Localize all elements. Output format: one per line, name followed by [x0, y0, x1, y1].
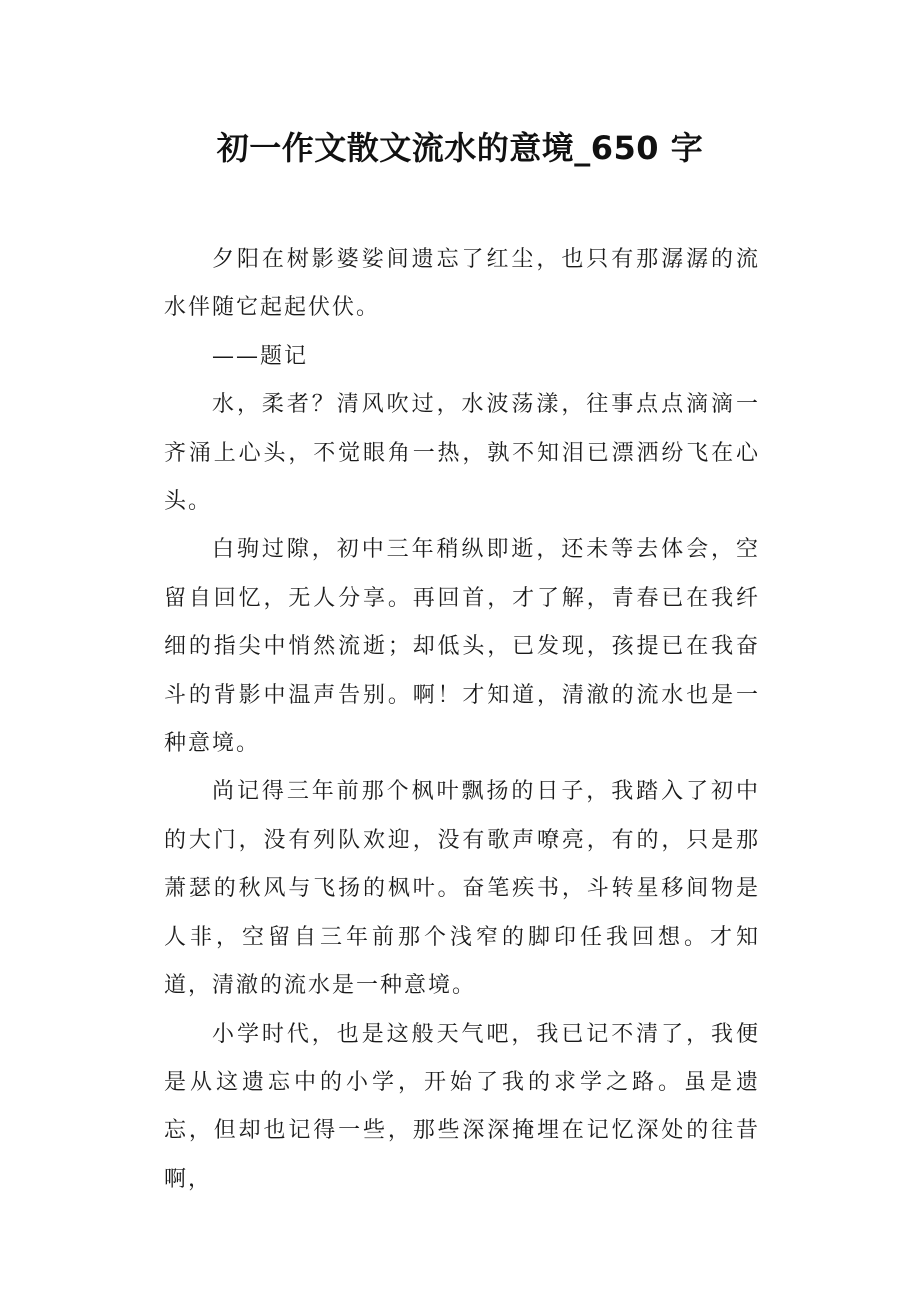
- paragraph-5: 小学时代，也是这般天气吧，我已记不清了，我便是从这遗忘中的小学，开始了我的求学之路。虽是遗忘，但却也记得一些，那些深深掩埋在记忆深处的往昔啊，: [164, 1021, 760, 1192]
- paragraph-epigraph-note: ——题记: [212, 343, 309, 369]
- paragraph-3: 白驹过隙，初中三年稍纵即逝，还未等去体会，空留自回忆，无人分享。再回首，才了解，青春已在我纤细的指尖中悄然流逝；却低头，已发现，孩提已在我奋斗的背影中温声告别。啊！才知道，清澈的流水也是一种意境。: [164, 537, 760, 757]
- paragraph-4: 尚记得三年前那个枫叶飘扬的日子，我踏入了初中的大门，没有列队欢迎，没有歌声嘹亮，有的，只是那萧瑟的秋风与飞扬的枫叶。奋笔疾书，斗转星移间物是人非，空留自三年前那个浅窄的脚印任我回想。才知道，清澈的流水是一种意境。: [164, 779, 760, 999]
- paragraph-2: 水，柔者？清风吹过，水波荡漾，往事点点滴滴一齐涌上心头，不觉眼角一热，孰不知泪已漂洒纷飞在心头。: [164, 392, 760, 515]
- document-title: 初一作文散文流水的意境_650 字: [216, 129, 704, 167]
- paragraph-1: 夕阳在树影婆娑间遗忘了红尘，也只有那潺潺的流水伴随它起起伏伏。: [164, 247, 760, 321]
- document-body: [164, 236, 760, 1192]
